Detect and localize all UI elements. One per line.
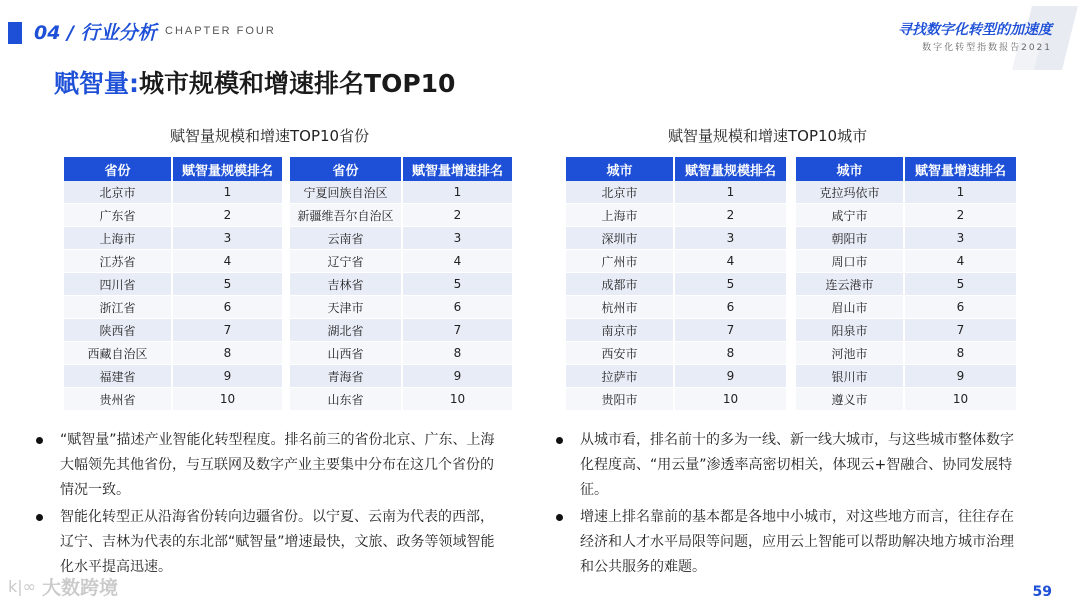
region-cell: 青海省 bbox=[290, 365, 402, 388]
table-row bbox=[796, 204, 1016, 227]
list-item bbox=[556, 428, 1026, 503]
region-cell: 浙江省 bbox=[64, 296, 172, 319]
city-tables-title: 赋智量规模和增速TOP10城市 bbox=[668, 127, 868, 145]
rank-cell: 4 bbox=[904, 250, 1016, 273]
rank-cell: 3 bbox=[402, 227, 512, 250]
table-row bbox=[566, 250, 786, 273]
table-row bbox=[64, 227, 282, 250]
table-row bbox=[64, 388, 282, 411]
page-title-colon: : bbox=[129, 69, 140, 98]
region-cell: 阳泉市 bbox=[796, 319, 904, 342]
region-cell: 广州市 bbox=[566, 250, 674, 273]
rank-cell: 1 bbox=[402, 181, 512, 204]
table-row bbox=[796, 273, 1016, 296]
region-cell: 贵阳市 bbox=[566, 388, 674, 411]
table-row bbox=[796, 365, 1016, 388]
column-header-rank: 赋智量规模排名 bbox=[172, 157, 282, 181]
table-row bbox=[290, 388, 512, 411]
region-cell: 朝阳市 bbox=[796, 227, 904, 250]
region-cell: 上海市 bbox=[566, 204, 674, 227]
region-cell: 银川市 bbox=[796, 365, 904, 388]
rank-cell: 5 bbox=[904, 273, 1016, 296]
city-analysis-list bbox=[556, 428, 1026, 582]
watermark-logo bbox=[8, 573, 118, 600]
region-cell: 连云港市 bbox=[796, 273, 904, 296]
rank-cell: 4 bbox=[402, 250, 512, 273]
rank-cell: 6 bbox=[674, 296, 786, 319]
region-cell: 克拉玛依市 bbox=[796, 181, 904, 204]
rank-cell: 8 bbox=[172, 342, 282, 365]
table-row bbox=[64, 181, 282, 204]
table-row bbox=[796, 227, 1016, 250]
bullet-icon bbox=[556, 514, 563, 521]
page-title bbox=[54, 64, 455, 100]
rank-cell: 1 bbox=[674, 181, 786, 204]
region-cell: 新疆维吾尔自治区 bbox=[290, 204, 402, 227]
table-row bbox=[566, 273, 786, 296]
bullet-icon bbox=[36, 514, 43, 521]
table-row bbox=[64, 365, 282, 388]
region-cell: 周口市 bbox=[796, 250, 904, 273]
table-row bbox=[566, 388, 786, 411]
table-row bbox=[796, 296, 1016, 319]
rank-cell: 2 bbox=[402, 204, 512, 227]
city-scale-table bbox=[566, 157, 786, 411]
rank-cell: 7 bbox=[402, 319, 512, 342]
column-header-name: 省份 bbox=[290, 157, 402, 181]
table-row bbox=[64, 250, 282, 273]
rank-cell: 2 bbox=[904, 204, 1016, 227]
rank-cell: 2 bbox=[674, 204, 786, 227]
column-header-rank: 赋智量增速排名 bbox=[402, 157, 512, 181]
table-row bbox=[796, 388, 1016, 411]
rank-cell: 6 bbox=[172, 296, 282, 319]
province-speed-table bbox=[290, 157, 512, 411]
table-row bbox=[566, 296, 786, 319]
chapter-label: CHAPTER FOUR bbox=[165, 25, 276, 37]
column-header-name: 城市 bbox=[796, 157, 904, 181]
region-cell: 天津市 bbox=[290, 296, 402, 319]
rank-cell: 3 bbox=[172, 227, 282, 250]
table-row bbox=[566, 319, 786, 342]
table-row bbox=[290, 296, 512, 319]
table-row bbox=[290, 227, 512, 250]
rank-cell: 9 bbox=[904, 365, 1016, 388]
column-header-rank: 赋智量规模排名 bbox=[674, 157, 786, 181]
city-speed-table bbox=[796, 157, 1016, 411]
region-cell: 云南省 bbox=[290, 227, 402, 250]
province-scale-table bbox=[64, 157, 282, 411]
bullet-text: 从城市看，排名前十的多为一线、新一线大城市，与这些城市整体数字化程度高、“用云量”渗透率高密切相关，体现云+智融合、协同发展特征。 bbox=[580, 432, 1014, 498]
rank-cell: 10 bbox=[172, 388, 282, 411]
rank-cell: 6 bbox=[402, 296, 512, 319]
page-title-rest: 城市规模和增速排名TOP10 bbox=[139, 69, 456, 98]
region-cell: 陕西省 bbox=[64, 319, 172, 342]
section-label: 04 / 行业分析 bbox=[34, 22, 157, 44]
rank-cell: 10 bbox=[904, 388, 1016, 411]
region-cell: 眉山市 bbox=[796, 296, 904, 319]
region-cell: 拉萨市 bbox=[566, 365, 674, 388]
table-row bbox=[290, 342, 512, 365]
table-row bbox=[796, 319, 1016, 342]
column-header-rank: 赋智量增速排名 bbox=[904, 157, 1016, 181]
bullet-text: 智能化转型正从沿海省份转向边疆省份。以宁夏、云南为代表的西部，辽宁、吉林为代表的东北部“赋智量”增速最快，文旅、政务等领域智能化水平提高迅速。 bbox=[60, 509, 495, 575]
region-cell: 遵义市 bbox=[796, 388, 904, 411]
table-row bbox=[290, 365, 512, 388]
column-header-name: 城市 bbox=[566, 157, 674, 181]
region-cell: 湖北省 bbox=[290, 319, 402, 342]
table-row bbox=[566, 204, 786, 227]
rank-cell: 7 bbox=[172, 319, 282, 342]
rank-cell: 9 bbox=[674, 365, 786, 388]
rank-cell: 9 bbox=[402, 365, 512, 388]
page-title-accent: 赋智量 bbox=[54, 69, 130, 98]
region-cell: 福建省 bbox=[64, 365, 172, 388]
rank-cell: 5 bbox=[674, 273, 786, 296]
region-cell: 辽宁省 bbox=[290, 250, 402, 273]
report-tagline: 寻找数字化转型的加速度 bbox=[898, 22, 1052, 38]
page-number: 59 bbox=[1032, 584, 1052, 600]
table-row bbox=[290, 250, 512, 273]
bullet-icon bbox=[556, 437, 563, 444]
rank-cell: 3 bbox=[904, 227, 1016, 250]
table-row bbox=[64, 273, 282, 296]
table-row bbox=[64, 296, 282, 319]
table-row bbox=[796, 181, 1016, 204]
table-row bbox=[796, 342, 1016, 365]
rank-cell: 4 bbox=[674, 250, 786, 273]
rank-cell: 4 bbox=[172, 250, 282, 273]
table-row bbox=[64, 342, 282, 365]
table-row bbox=[290, 273, 512, 296]
rank-cell: 6 bbox=[904, 296, 1016, 319]
table-row bbox=[566, 342, 786, 365]
rank-cell: 8 bbox=[674, 342, 786, 365]
table-row bbox=[566, 227, 786, 250]
region-cell: 山东省 bbox=[290, 388, 402, 411]
table-row bbox=[290, 319, 512, 342]
region-cell: 山西省 bbox=[290, 342, 402, 365]
table-row bbox=[566, 365, 786, 388]
rank-cell: 1 bbox=[904, 181, 1016, 204]
rank-cell: 1 bbox=[172, 181, 282, 204]
rank-cell: 7 bbox=[904, 319, 1016, 342]
region-cell: 北京市 bbox=[64, 181, 172, 204]
rank-cell: 8 bbox=[402, 342, 512, 365]
report-name: 数字化转型指数报告2021 bbox=[922, 43, 1052, 53]
region-cell: 西藏自治区 bbox=[64, 342, 172, 365]
table-row bbox=[566, 181, 786, 204]
rank-cell: 3 bbox=[674, 227, 786, 250]
region-cell: 贵州省 bbox=[64, 388, 172, 411]
rank-cell: 5 bbox=[402, 273, 512, 296]
region-cell: 四川省 bbox=[64, 273, 172, 296]
region-cell: 西安市 bbox=[566, 342, 674, 365]
rank-cell: 9 bbox=[172, 365, 282, 388]
table-row bbox=[290, 204, 512, 227]
rank-cell: 10 bbox=[674, 388, 786, 411]
rank-cell: 8 bbox=[904, 342, 1016, 365]
column-header-name: 省份 bbox=[64, 157, 172, 181]
region-cell: 咸宁市 bbox=[796, 204, 904, 227]
bullet-text: “赋智量”描述产业智能化转型程度。排名前三的省份北京、广东、上海大幅领先其他省份，与互联网及数字产业主要集中分布在这几个省份的情况一致。 bbox=[60, 432, 495, 498]
rank-cell: 10 bbox=[402, 388, 512, 411]
province-tables-title: 赋智量规模和增速TOP10省份 bbox=[170, 127, 370, 145]
list-item bbox=[36, 428, 506, 503]
region-cell: 宁夏回族自治区 bbox=[290, 181, 402, 204]
logo-text: 大数跨境 bbox=[41, 577, 118, 599]
region-cell: 成都市 bbox=[566, 273, 674, 296]
region-cell: 吉林省 bbox=[290, 273, 402, 296]
table-row bbox=[290, 181, 512, 204]
list-item bbox=[556, 505, 1026, 580]
region-cell: 杭州市 bbox=[566, 296, 674, 319]
rank-cell: 5 bbox=[172, 273, 282, 296]
region-cell: 广东省 bbox=[64, 204, 172, 227]
bullet-icon bbox=[36, 437, 43, 444]
section-marker bbox=[8, 22, 22, 44]
province-analysis-list bbox=[36, 428, 506, 582]
table-row bbox=[64, 204, 282, 227]
region-cell: 北京市 bbox=[566, 181, 674, 204]
logo-icon: k|∞ bbox=[8, 577, 36, 596]
region-cell: 南京市 bbox=[566, 319, 674, 342]
rank-cell: 2 bbox=[172, 204, 282, 227]
table-row bbox=[64, 319, 282, 342]
table-row bbox=[796, 250, 1016, 273]
region-cell: 深圳市 bbox=[566, 227, 674, 250]
rank-cell: 7 bbox=[674, 319, 786, 342]
region-cell: 江苏省 bbox=[64, 250, 172, 273]
list-item bbox=[36, 505, 506, 580]
region-cell: 上海市 bbox=[64, 227, 172, 250]
bullet-text: 增速上排名靠前的基本都是各地中小城市，对这些地方而言，往往存在经济和人才水平局限等问题，应用云上智能可以帮助解决地方城市治理和公共服务的难题。 bbox=[580, 509, 1014, 575]
region-cell: 河池市 bbox=[796, 342, 904, 365]
